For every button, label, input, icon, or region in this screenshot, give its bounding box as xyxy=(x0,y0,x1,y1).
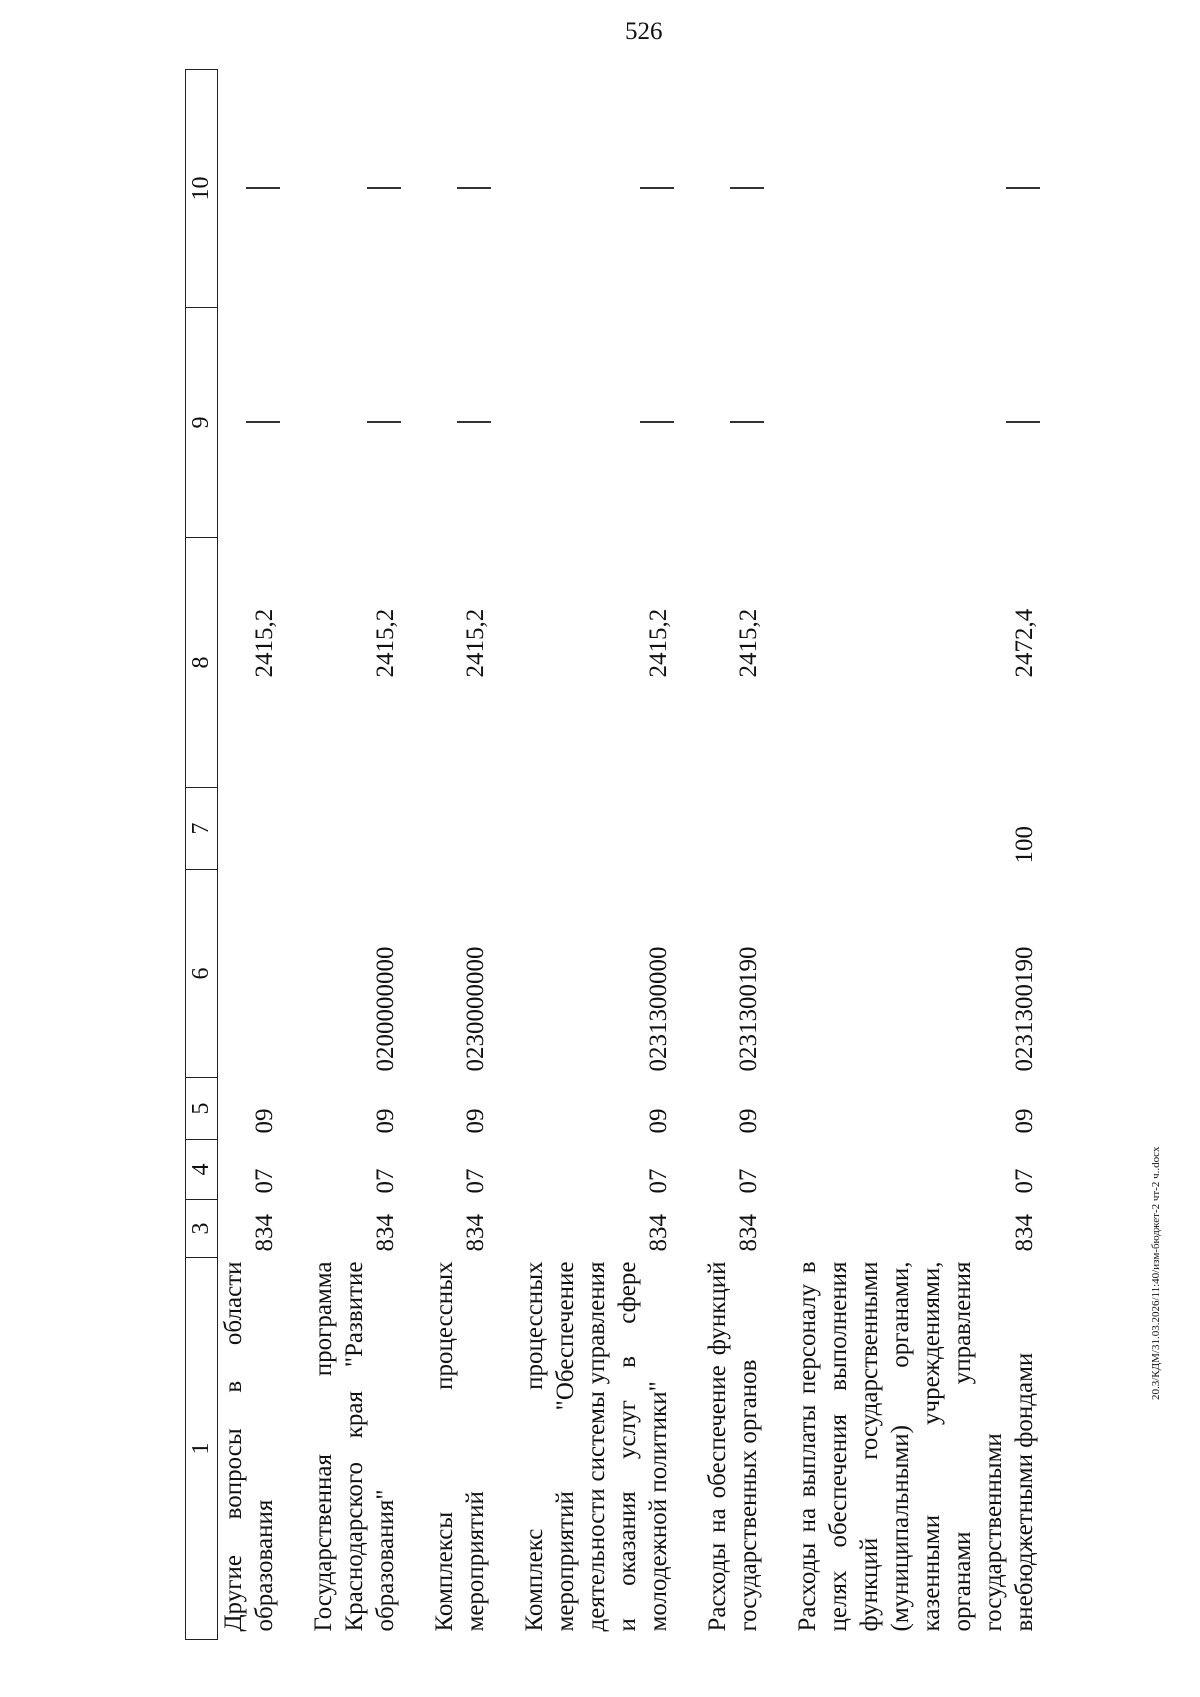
row-code-7 xyxy=(308,788,401,870)
row-code-4: 07 xyxy=(251,1168,278,1194)
table-row xyxy=(429,70,491,1640)
row-amount-10 xyxy=(308,70,401,308)
row-code-4: 07 xyxy=(372,1168,399,1194)
row-amount-8: 2415,2 xyxy=(372,608,399,678)
row-code-5: 09 xyxy=(251,1108,278,1134)
rotated-page-content xyxy=(185,70,1185,1640)
row-code-7 xyxy=(218,788,281,870)
row-amount-10 xyxy=(429,70,491,308)
row-amount-10 xyxy=(519,70,674,308)
col-header-9: 9 xyxy=(186,308,218,538)
dash-mark xyxy=(730,188,764,190)
table-row xyxy=(519,70,674,1640)
row-code-4: 07 xyxy=(462,1168,489,1194)
table-row xyxy=(308,70,401,1640)
row-name: Государственная программа Краснодарского края "Развитие образования" xyxy=(310,1261,399,1632)
row-name: Другие вопросы в области образования xyxy=(220,1261,278,1632)
row-code-6: 0231300000 xyxy=(645,946,672,1072)
row-code-5: 09 xyxy=(735,1108,762,1134)
row-code-6: 0230000000 xyxy=(462,946,489,1072)
row-amount-8: 2415,2 xyxy=(251,608,278,678)
dash-mark xyxy=(367,422,401,424)
row-amount-10 xyxy=(702,70,764,308)
row-amount-9 xyxy=(702,308,764,538)
row-amount-9 xyxy=(519,308,674,538)
row-code-6: 0231300190 xyxy=(735,946,762,1072)
row-code-3: 834 xyxy=(1011,1214,1038,1252)
row-code-3: 834 xyxy=(372,1214,399,1252)
col-header-8: 8 xyxy=(186,538,218,788)
table-row xyxy=(218,70,281,1640)
dash-mark xyxy=(1006,188,1040,190)
dash-mark xyxy=(730,422,764,424)
row-amount-8: 2415,2 xyxy=(462,608,489,678)
row-code-5: 09 xyxy=(372,1108,399,1134)
row-code-4: 07 xyxy=(735,1168,762,1194)
row-code-6: 0200000000 xyxy=(372,946,399,1072)
footer-file-info: 20.3/КДМ/31.03.2026/11:40/изм-бюджет-2 чт-2 ч..docx xyxy=(1150,1146,1162,1400)
row-code-5: 09 xyxy=(645,1108,672,1134)
row-code-3: 834 xyxy=(645,1214,672,1252)
row-code-6 xyxy=(218,870,281,1078)
row-amount-8: 2415,2 xyxy=(735,608,762,678)
row-amount-9 xyxy=(218,308,281,538)
col-header-6: 6 xyxy=(186,870,218,1078)
table-row xyxy=(702,70,764,1640)
row-code-4: 07 xyxy=(645,1168,672,1194)
row-amount-9 xyxy=(429,308,491,538)
dash-mark xyxy=(246,422,280,424)
col-header-4: 4 xyxy=(186,1140,218,1200)
row-code-5: 09 xyxy=(462,1108,489,1134)
row-name: Расходы на обеспечение функций государственных органов xyxy=(704,1261,762,1632)
row-code-3: 834 xyxy=(735,1214,762,1252)
row-name: Комплекс процессных мероприятий "Обеспечение деятельности системы управления и оказания услуг в сфере молодежной политики" xyxy=(521,1261,672,1632)
col-header-5: 5 xyxy=(186,1078,218,1140)
col-header-7: 7 xyxy=(186,788,218,870)
row-amount-9 xyxy=(308,308,401,538)
row-code-6: 0231300190 xyxy=(1011,946,1038,1072)
row-amount-8: 2415,2 xyxy=(645,608,672,678)
page-number: 526 xyxy=(625,18,663,45)
dash-mark xyxy=(457,188,491,190)
row-amount-9 xyxy=(792,308,1040,538)
dash-mark xyxy=(246,188,280,190)
dash-mark xyxy=(640,422,674,424)
row-code-5: 09 xyxy=(1011,1108,1038,1134)
row-code-4: 07 xyxy=(1011,1168,1038,1194)
col-header-3: 3 xyxy=(186,1200,218,1258)
dash-mark xyxy=(367,188,401,190)
row-code-3: 834 xyxy=(462,1214,489,1252)
row-code-7 xyxy=(702,788,764,870)
row-code-3: 834 xyxy=(251,1214,278,1252)
col-header-10: 10 xyxy=(186,70,218,308)
col-header-1: 1 xyxy=(186,1258,218,1640)
row-code-7 xyxy=(519,788,674,870)
row-amount-10 xyxy=(792,70,1040,308)
row-amount-8: 2472,4 xyxy=(1011,608,1038,678)
table-row xyxy=(792,70,1040,1640)
row-name: Расходы на выплаты персоналу в целях обеспечения выполнения функций государственными (муниципальными) органами, казенными учреждениями, органами управления государственными внебюджетными фондами xyxy=(794,1261,1038,1632)
header-row xyxy=(186,70,218,1640)
row-code-7: 100 xyxy=(1011,826,1038,864)
row-amount-10 xyxy=(218,70,281,308)
dash-mark xyxy=(1006,422,1040,424)
dash-mark xyxy=(640,188,674,190)
dash-mark xyxy=(457,422,491,424)
budget-table xyxy=(185,69,1040,1640)
row-code-7 xyxy=(429,788,491,870)
row-name: Комплексы процессных мероприятий xyxy=(431,1261,489,1632)
